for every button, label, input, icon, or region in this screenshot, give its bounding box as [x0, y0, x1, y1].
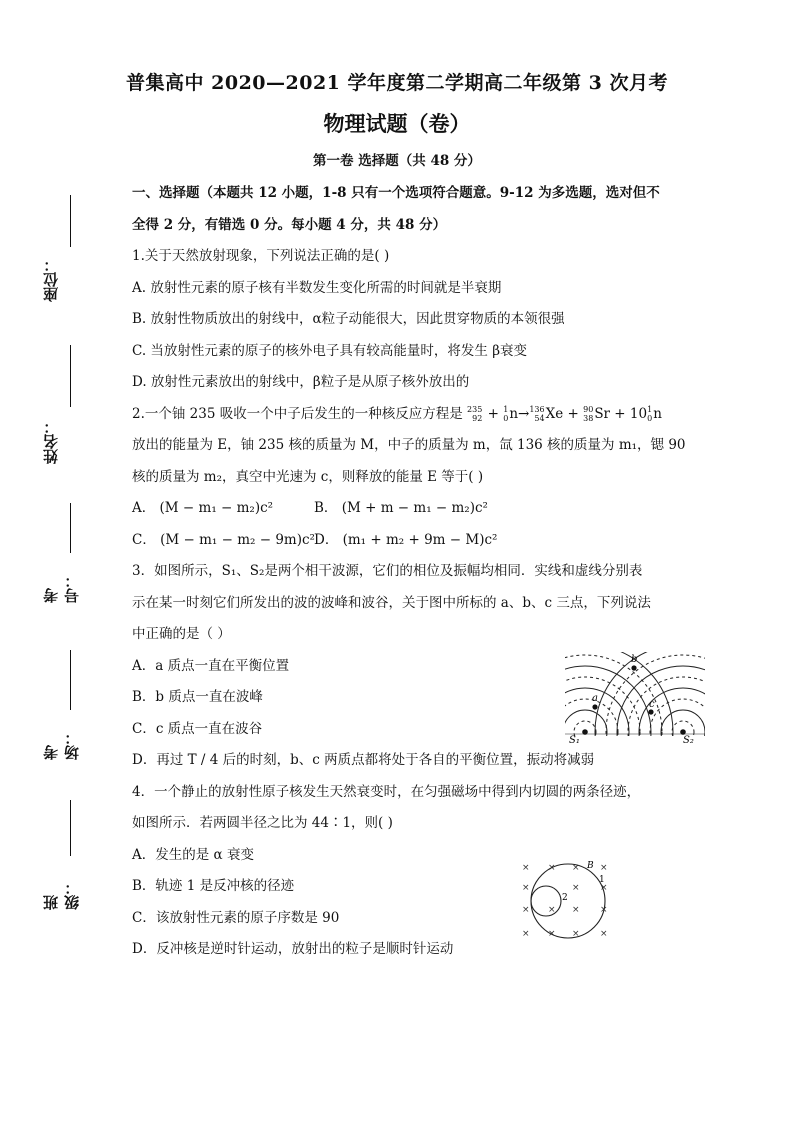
svg-text:×: ×	[522, 883, 530, 893]
label-b: b	[631, 654, 638, 665]
q4-stem-line1: 4．一个静止的放射性原子核发生天然衰变时，在匀强磁场中得到内切圆的两条径迹，	[132, 783, 641, 800]
small-track-circle	[531, 886, 561, 916]
q2-options-ab	[132, 493, 672, 525]
side-label-class: 班级：	[42, 880, 81, 910]
svg-text:×: ×	[522, 929, 530, 939]
side-label-seat: 座位：	[42, 257, 60, 302]
side-label-room: 考场：	[42, 730, 81, 760]
exam-title: 普集高中 2020—2021 学年度第二学期高二年级第 3 次月考	[126, 72, 668, 94]
svg-text:×: ×	[600, 883, 608, 893]
q3-option-d: D．再过 T / 4 后的时刻，b、c 两质点都将处于各自的平衡位置，振动将减弱	[132, 752, 595, 768]
side-line	[70, 503, 71, 553]
magnetic-field-tracks-figure	[518, 856, 614, 946]
side-line	[70, 650, 71, 710]
side-label-name: 姓名：	[42, 419, 60, 464]
q3-stem-line3: 中正确的是（ ）	[132, 626, 231, 642]
svg-text:×: ×	[600, 863, 608, 873]
side-line	[70, 800, 71, 856]
side-field-id	[40, 503, 110, 603]
side-field-seat	[40, 195, 110, 315]
svg-text:×: ×	[600, 905, 608, 915]
label-s2: S₂	[683, 735, 694, 746]
q4-option-c: C．该放射性元素的原子序数是 90	[132, 909, 340, 926]
q2-stem-line3: 核的质量为 m₂，真空中光速为 c，则释放的能量 E 等于( )	[132, 468, 484, 485]
q3-stem-line1: 3．如图所示，S₁、S₂是两个相干波源，它们的相位及振幅均相同．实线和虚线分别表	[132, 563, 643, 579]
label-track-2: 2	[562, 893, 568, 903]
label-field-b: B	[587, 861, 594, 871]
q2-option-a: A． (M − m₁ − m₂)c²	[132, 500, 274, 516]
point-a-dot	[592, 704, 597, 709]
large-track-circle	[531, 864, 605, 938]
side-field-class	[40, 800, 110, 910]
svg-text:×: ×	[548, 863, 556, 873]
q4-option-b: B．轨迹 1 是反冲核的径迹	[132, 878, 295, 894]
q2-stem-line2: 放出的能量为 E，铀 235 核的质量为 M，中子的质量为 m，氙 136 核的质量为 m₁，锶 90	[132, 437, 686, 453]
q1-option-d: D. 放射性元素放出的射线中，β粒子是从原子核外放出的	[132, 374, 470, 390]
instructions-line: 全得 2 分，有错选 0 分。每小题 4 分，共 48 分）	[132, 216, 447, 233]
nuclide-xe136: 136 54	[529, 405, 545, 423]
q3-stem-line2: 示在某一时刻它们所发出的波的波峰和波谷，关于图中所标的 a、b、c 三点，下列说法	[132, 594, 651, 611]
source-s2-dot	[680, 729, 686, 735]
q2-option-d: D． (m₁ + m₂ + 9m − M)c²	[314, 531, 498, 548]
svg-text:×: ×	[572, 905, 580, 915]
side-line	[70, 345, 71, 407]
svg-text:×: ×	[600, 929, 608, 939]
q3-option-b: B．b 质点一直在波峰	[132, 689, 263, 705]
q2-option-b: B． (M + m − m₁ − m₂)c²	[314, 500, 488, 516]
nuclide-sr90: 90 38	[583, 405, 594, 423]
q1-stem: 1.关于天然放射现象，下列说法正确的是( )	[132, 248, 390, 264]
questions	[132, 178, 686, 966]
point-b-dot	[631, 665, 636, 670]
side-field-room	[40, 650, 110, 760]
q3-option-a: A．a 质点一直在平衡位置	[132, 657, 290, 674]
side-label-id: 考号：	[42, 573, 81, 603]
q4-option-a: A．发生的是 α 衰变	[132, 846, 254, 863]
point-c-dot	[648, 709, 653, 714]
q4-option-d: D．反冲核是逆时针运动，放射出的粒子是顺时针运动	[132, 941, 454, 957]
q2-stem: 2.一个铀 235 吸收一个中子后发生的一种核反应方程是 235 92 + 1 0n→136 54Xe + 90 38Sr + 101 0n	[132, 405, 662, 423]
side-field-name	[40, 345, 110, 465]
q2-options-cd	[132, 525, 672, 557]
q1-option-c: C. 当放射性元素的原子的核外电子具有较高能量时，将发生 β衰变	[132, 342, 528, 359]
label-s1: S₁	[569, 735, 580, 746]
svg-text:×: ×	[522, 863, 530, 873]
q1-option-a: A. 放射性元素的原子核有半数发生变化所需的时间就是半衰期	[132, 279, 502, 296]
nuclide-u235: 235 92	[467, 405, 483, 423]
svg-text:×: ×	[572, 883, 580, 893]
instructions-line: 一、选择题（本题共 12 小题，1-8 只有一个选项符合题意。9-12 为多选题，选对但不	[132, 185, 660, 201]
svg-text:×: ×	[522, 905, 530, 915]
svg-text:×: ×	[572, 863, 580, 873]
nuclide-n: 1 0	[503, 405, 509, 423]
svg-text:×: ×	[548, 905, 556, 915]
side-line	[70, 195, 71, 247]
label-track-1: 1	[599, 875, 605, 885]
label-a: a	[592, 693, 598, 704]
q3-option-c: C．c 质点一直在波谷	[132, 720, 263, 737]
section-heading: 第一卷 选择题（共 48 分）	[313, 153, 481, 169]
source-s1-dot	[582, 729, 588, 735]
svg-text:×: ×	[572, 929, 580, 939]
q1-option-b: B. 放射性物质放出的射线中，α粒子动能很大，因此贯穿物质的本领很强	[132, 311, 565, 327]
q2-stem-text: 2.一个铀 235 吸收一个中子后发生的一种核反应方程是	[132, 405, 463, 422]
exam-subtitle: 物理试题（卷）	[323, 111, 471, 136]
nuclide-n: 1 0	[647, 405, 653, 423]
svg-text:×: ×	[548, 929, 556, 939]
label-c: c	[649, 699, 655, 710]
wave-interference-figure	[565, 652, 705, 748]
q2-option-c: C． (M − m₁ − m₂ − 9m)c²	[132, 531, 315, 548]
q4-stem-line2: 如图所示．若两圆半径之比为 44∶1，则( )	[132, 815, 393, 831]
